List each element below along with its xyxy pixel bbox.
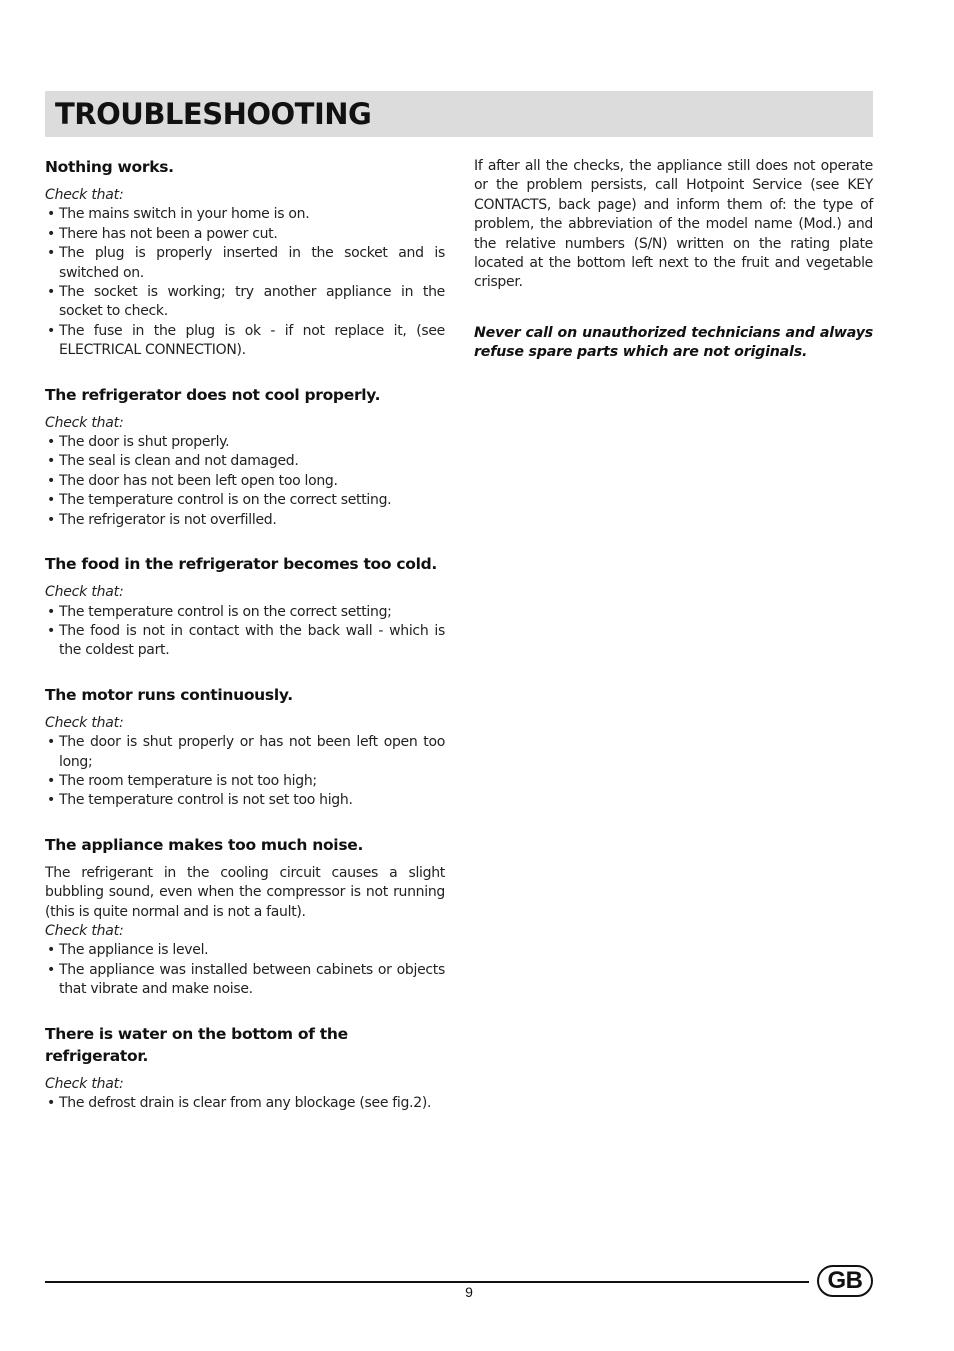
list-item: • The temperature control is on the correct setting. — [45, 491, 445, 510]
list-item: • The door is shut properly or has not been left open too long; — [47, 734, 445, 770]
check-that-label: Check that: — [45, 714, 124, 731]
country-badge: GB — [817, 1265, 873, 1297]
list-item: • The mains switch in your home is on. — [45, 205, 445, 224]
list-item: • The plug is properly inserted in the socket and is switched on. — [47, 245, 445, 281]
list-item: • The seal is clean and not damaged. — [45, 452, 445, 471]
check-that-label: Check that: — [45, 187, 124, 203]
list-item: • The fuse in the plug is ok - if not replace it, (see ELECTRICAL CONNECTION). — [47, 322, 445, 359]
bullet-icon: • — [47, 453, 55, 470]
checklist — [45, 1094, 445, 1113]
section-heading: Nothing works. — [45, 158, 174, 176]
section-heading: The food in the refrigerator becomes too cold. — [45, 555, 437, 574]
list-item: • The room temperature is not too high; — [45, 772, 445, 791]
section-too-cold — [45, 553, 445, 661]
list-item: • The food is not in contact with the back wall - which is the coldest part. — [47, 622, 445, 659]
left-column — [45, 156, 445, 1113]
bullet-icon: • — [47, 245, 55, 262]
check-that-label: Check that: — [45, 584, 124, 601]
checklist — [45, 205, 445, 360]
section-nothing-works — [45, 156, 445, 361]
warning-text: Never call on unauthorized technicians and always refuse spare parts which are not originals. — [474, 324, 873, 361]
section-does-not-cool — [45, 384, 445, 530]
section-heading: There is water on the bottom of the refrigerator. — [45, 1024, 348, 1065]
section-heading: The motor runs continuously. — [45, 685, 293, 704]
bullet-icon: • — [47, 284, 55, 301]
section-too-much-noise — [45, 834, 445, 1000]
checklist — [45, 941, 445, 999]
section-motor-runs — [45, 684, 445, 811]
list-item: • The temperature control is not set too high. — [45, 791, 445, 810]
bullet-icon: • — [47, 225, 55, 242]
section-heading: The refrigerator does not cool properly. — [45, 385, 381, 404]
list-item: • The appliance is level. — [45, 941, 445, 960]
bullet-icon: • — [47, 961, 55, 978]
page-title: TROUBLESHOOTING — [55, 97, 372, 131]
section-heading: The appliance makes too much noise. — [45, 835, 364, 854]
bullet-icon: • — [47, 603, 55, 620]
bullet-icon: • — [47, 734, 55, 751]
bullet-icon: • — [47, 472, 55, 489]
footer-divider — [45, 1281, 809, 1283]
check-that-label: Check that: — [45, 414, 124, 431]
list-item: • The refrigerator is not overfilled. — [45, 511, 445, 530]
title-bar — [45, 91, 873, 137]
list-item: • The door has not been left open too long. — [45, 472, 445, 491]
list-item: • There has not been a power cut. — [45, 225, 445, 244]
right-column — [474, 157, 873, 363]
service-paragraph: If after all the checks, the appliance still does not operate or the problem persists, call Hotpoint Service (see KEY CONTACTS, back page) and inform them of: the type of problem, the abbreviation of the model name (Mod.) and the relative numbers (S/N) written on the rating plate located at the bottom left next to the fruit and vegetable crisper. — [474, 158, 873, 291]
bullet-icon: • — [47, 492, 55, 509]
checklist — [45, 603, 445, 661]
checklist — [45, 733, 445, 811]
list-item: • The temperature control is on the correct setting; — [45, 603, 445, 622]
check-that-label: Check that: — [45, 922, 124, 939]
bullet-icon: • — [47, 511, 55, 528]
bullet-icon: • — [47, 322, 55, 339]
check-that-label: Check that: — [45, 1075, 124, 1092]
bullet-icon: • — [47, 772, 55, 789]
section-water-on-bottom — [45, 1023, 445, 1114]
list-item: • The appliance was installed between cabinets or objects that vibrate and make noise. — [47, 961, 445, 998]
bullet-icon: • — [47, 1095, 55, 1111]
bullet-icon: • — [47, 942, 55, 959]
list-item: • The door is shut properly. — [45, 433, 445, 452]
list-item: • The socket is working; try another appliance in the socket to check. — [47, 284, 445, 320]
bullet-icon: • — [47, 792, 55, 809]
page-number: 9 — [465, 1284, 473, 1300]
noise-explanation: The refrigerant in the cooling circuit causes a slight bubbling sound, even when the compressor is not running (this is quite normal and is not a fault). — [45, 864, 445, 920]
bullet-icon: • — [47, 434, 55, 451]
bullet-icon: • — [47, 622, 55, 639]
bullet-icon: • — [47, 206, 55, 223]
checklist — [45, 433, 445, 530]
list-item: • The defrost drain is clear from any blockage (see fig.2). — [45, 1094, 445, 1113]
